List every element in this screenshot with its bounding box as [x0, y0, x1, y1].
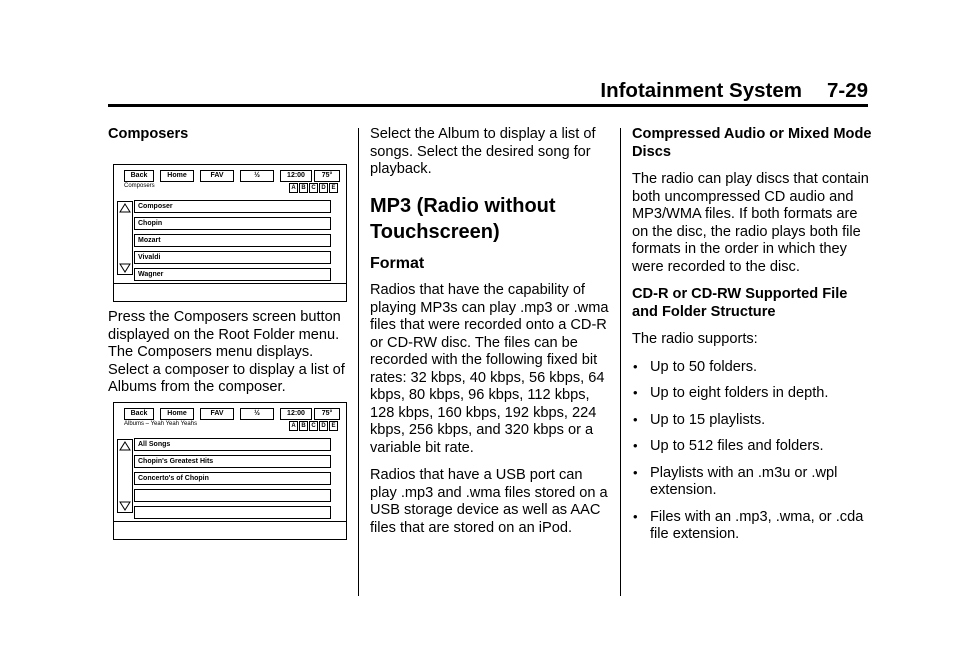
list-item[interactable]: Chopin	[134, 217, 331, 230]
scroll-down-icon[interactable]	[119, 501, 131, 511]
column-1	[108, 126, 348, 154]
temperature-display: 75°	[314, 408, 340, 420]
clock-display: 12:00	[280, 408, 312, 420]
mp3-heading: MP3 (Radio without Touchscreen)	[370, 194, 556, 243]
list-item[interactable]: Composer	[134, 200, 331, 213]
screen-title: Composers	[124, 183, 155, 189]
letter-c-button[interactable]: C	[309, 421, 318, 431]
composers-screen-figure	[113, 164, 347, 302]
select-album-paragraph: Select the Album to display a list of songs. Select the desired song for playback.	[370, 126, 596, 177]
section-title: Infotainment System	[600, 79, 802, 102]
letter-c-button[interactable]: C	[309, 183, 318, 193]
format-subheading: Format	[370, 254, 425, 272]
letter-a-button[interactable]: A	[289, 183, 298, 193]
list-item[interactable]: Mozart	[134, 234, 331, 247]
home-button[interactable]: Home	[160, 408, 194, 420]
list-item[interactable]: Wagner	[134, 268, 331, 281]
scrollbar[interactable]	[117, 201, 133, 275]
alpha-jump-buttons	[289, 183, 338, 193]
format-paragraph: Radios that have the capability of playing MP3s can play .mp3 or .wma files that were recorded onto a CD-R or CD-RW disc. The files can be recorded with the following fixed bit rates: 32 kbps, 40 kbps, 56 kbps, 64 kbps, 80 kbps, 96 kbps, 112 kbps, 128 kbps, 160 kbps, 192 kbps, 224 kbps, 256 kbps, and 320 kbps or a variable bit rate.	[370, 282, 609, 456]
column-1-body	[108, 309, 353, 407]
list-item: • Up to eight folders in depth.	[632, 385, 872, 403]
fav-button[interactable]: FAV	[200, 408, 234, 420]
header-rule	[108, 104, 868, 107]
letter-b-button[interactable]: B	[299, 183, 308, 193]
composers-heading: Composers	[108, 126, 189, 142]
list-item[interactable]: Vivaldi	[134, 251, 331, 264]
scroll-down-icon[interactable]	[119, 263, 131, 273]
clock-display: 12:00	[280, 170, 312, 182]
fav-button[interactable]: FAV	[200, 170, 234, 182]
scroll-up-icon[interactable]	[119, 203, 131, 213]
supported-structure-heading: CD-R or CD-RW Supported File and Folder Structure	[632, 286, 848, 320]
alpha-jump-buttons	[289, 421, 338, 431]
list-item[interactable]: All Songs	[134, 438, 331, 451]
scroll-up-icon[interactable]	[119, 441, 131, 451]
list-item: • Files with an .mp3, .wma, or .cda file extension.	[632, 509, 872, 544]
list-item: • Playlists with an .m3u or .wpl extension.	[632, 465, 872, 500]
list-item[interactable]: Chopin's Greatest Hits	[134, 455, 331, 468]
back-button[interactable]: Back	[124, 408, 154, 420]
letter-d-button[interactable]: D	[319, 421, 328, 431]
list-item[interactable]: Concerto's of Chopin	[134, 472, 331, 485]
page-toggle-button[interactable]: ½	[240, 408, 274, 420]
scrollbar[interactable]	[117, 439, 133, 513]
page-number: 7-29	[826, 79, 868, 102]
column-3	[632, 126, 872, 553]
list-item: • Up to 512 files and folders.	[632, 438, 872, 456]
composers-paragraph: Press the Composers screen button displayed on the Root Folder menu. The Composers menu displays. Select a composer to display a list of Albums from the composer.	[108, 309, 345, 395]
page-toggle-button[interactable]: ½	[240, 170, 274, 182]
temperature-display: 75°	[314, 170, 340, 182]
albums-screen-figure	[113, 402, 347, 540]
compressed-audio-paragraph: The radio can play discs that contain both uncompressed CD audio and MP3/WMA files. If both formats are on the disc, the radio plays both file formats in the order in which they were recorded to the disc.	[632, 171, 869, 275]
letter-b-button[interactable]: B	[299, 421, 308, 431]
screen-bottom-bar	[114, 283, 346, 284]
album-list	[134, 438, 331, 523]
screen-title: Albums – Yeah Yeah Yeahs	[124, 421, 198, 427]
letter-d-button[interactable]: D	[319, 183, 328, 193]
column-divider	[358, 128, 359, 596]
composer-list	[134, 200, 331, 285]
supported-list	[632, 359, 872, 544]
compressed-audio-heading: Compressed Audio or Mixed Mode Discs	[632, 126, 872, 160]
list-item[interactable]	[134, 506, 331, 519]
list-item: • Up to 15 playlists.	[632, 412, 872, 430]
list-item[interactable]	[134, 489, 331, 502]
radio-supports-paragraph: The radio supports:	[632, 331, 758, 347]
list-item: • Up to 50 folders.	[632, 359, 872, 377]
back-button[interactable]: Back	[124, 170, 154, 182]
letter-a-button[interactable]: A	[289, 421, 298, 431]
letter-e-button[interactable]: E	[329, 183, 338, 193]
screen-bottom-bar	[114, 521, 346, 522]
usb-paragraph: Radios that have a USB port can play .mp3 and .wma files stored on a USB storage device as well as AAC files that are stored on an iPod.	[370, 467, 608, 536]
letter-e-button[interactable]: E	[329, 421, 338, 431]
home-button[interactable]: Home	[160, 170, 194, 182]
column-divider	[620, 128, 621, 596]
column-2	[370, 126, 610, 547]
